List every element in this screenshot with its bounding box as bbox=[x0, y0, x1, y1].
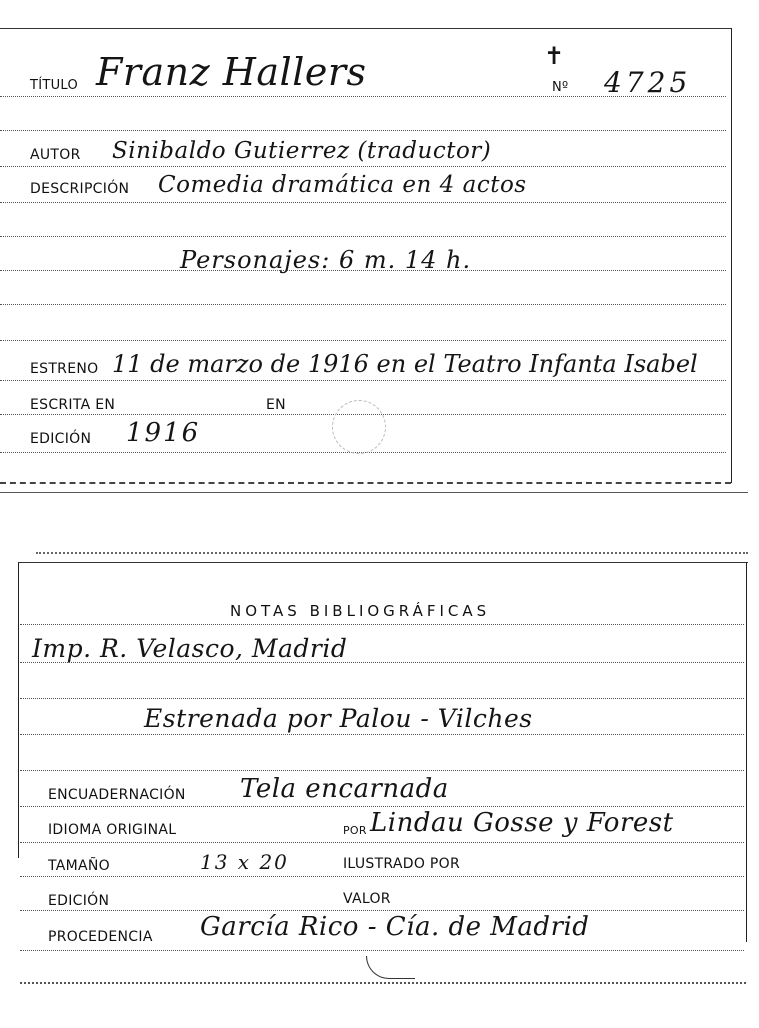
edicion-value: 1916 bbox=[126, 418, 201, 448]
por-label: POR bbox=[343, 824, 367, 837]
procedencia-label: PROCEDENCIA bbox=[48, 929, 153, 945]
flourish-mark bbox=[366, 956, 415, 979]
personajes-value: Personajes: 6 m. 14 h. bbox=[180, 246, 472, 274]
autor-value: Sinibaldo Gutierrez (traductor) bbox=[112, 138, 492, 164]
ruled-line bbox=[20, 662, 744, 663]
ruled-line bbox=[0, 236, 726, 237]
ilustrado-label: ILUSTRADO POR bbox=[343, 856, 460, 872]
ruled-line bbox=[0, 202, 726, 203]
card2-top-dashes bbox=[36, 552, 748, 554]
titulo-value: Franz Hallers bbox=[96, 50, 367, 94]
estreno-label: ESTRENO bbox=[30, 361, 99, 377]
ruled-line bbox=[20, 842, 744, 843]
ruled-line bbox=[20, 806, 744, 807]
titulo-line bbox=[0, 96, 726, 97]
notas-heading: NOTAS BIBLIOGRÁFICAS bbox=[230, 602, 491, 620]
ruled-line bbox=[0, 380, 726, 381]
ruled-line bbox=[20, 734, 744, 735]
estreno-value: 11 de marzo de 1916 en el Teatro Infanta Isabel bbox=[112, 350, 698, 378]
card2-left-border bbox=[18, 562, 19, 858]
card2-right-border bbox=[746, 562, 747, 942]
descripcion-label: DESCRIPCIÓN bbox=[30, 181, 130, 197]
por-value: Lindau Gosse y Forest bbox=[370, 808, 674, 838]
ruled-line bbox=[0, 166, 726, 167]
autor-label: AUTOR bbox=[30, 147, 81, 163]
card1-right-border bbox=[731, 28, 732, 483]
idioma-label: IDIOMA ORIGINAL bbox=[48, 822, 177, 838]
tamano-value: 13 x 20 bbox=[200, 850, 289, 874]
ruled-line bbox=[0, 270, 726, 271]
nota-2: Estrenada por Palou - Vilches bbox=[144, 704, 533, 733]
nota-1: Imp. R. Velasco, Madrid bbox=[32, 634, 348, 663]
numero-label: Nº bbox=[552, 80, 569, 95]
ruled-line bbox=[20, 624, 744, 625]
card2-bottom-dashes bbox=[20, 982, 746, 984]
en-label: EN bbox=[266, 397, 286, 413]
ruled-line bbox=[20, 950, 744, 951]
edicion2-label: EDICIÓN bbox=[48, 893, 110, 909]
numero-value: 4725 bbox=[604, 66, 692, 99]
descripcion-value: Comedia dramática en 4 actos bbox=[158, 172, 527, 198]
ruled-line bbox=[0, 130, 726, 131]
card1-bottom-dashes bbox=[0, 482, 731, 484]
encuadernacion-label: ENCUADERNACIÓN bbox=[48, 787, 186, 803]
escrita-label: ESCRITA EN bbox=[30, 397, 116, 413]
edicion-label: EDICIÓN bbox=[30, 431, 92, 447]
tamano-label: TAMAÑO bbox=[48, 858, 110, 874]
valor-label: VALOR bbox=[343, 891, 391, 907]
cross-mark: ✝ bbox=[544, 42, 565, 70]
ruled-line bbox=[20, 910, 744, 911]
procedencia-value: García Rico - Cía. de Madrid bbox=[200, 912, 590, 942]
ruled-line bbox=[0, 340, 726, 341]
ruled-line bbox=[0, 304, 726, 305]
ruled-line bbox=[20, 876, 744, 877]
encuadernacion-value: Tela encarnada bbox=[240, 774, 449, 804]
card-separator bbox=[0, 492, 748, 493]
ruled-line bbox=[20, 770, 744, 771]
punch-hole-mark bbox=[332, 400, 386, 454]
card2-top-border bbox=[18, 562, 748, 563]
card1-top-border bbox=[0, 28, 731, 29]
ruled-line bbox=[20, 698, 744, 699]
titulo-label: TÍTULO bbox=[30, 78, 79, 93]
